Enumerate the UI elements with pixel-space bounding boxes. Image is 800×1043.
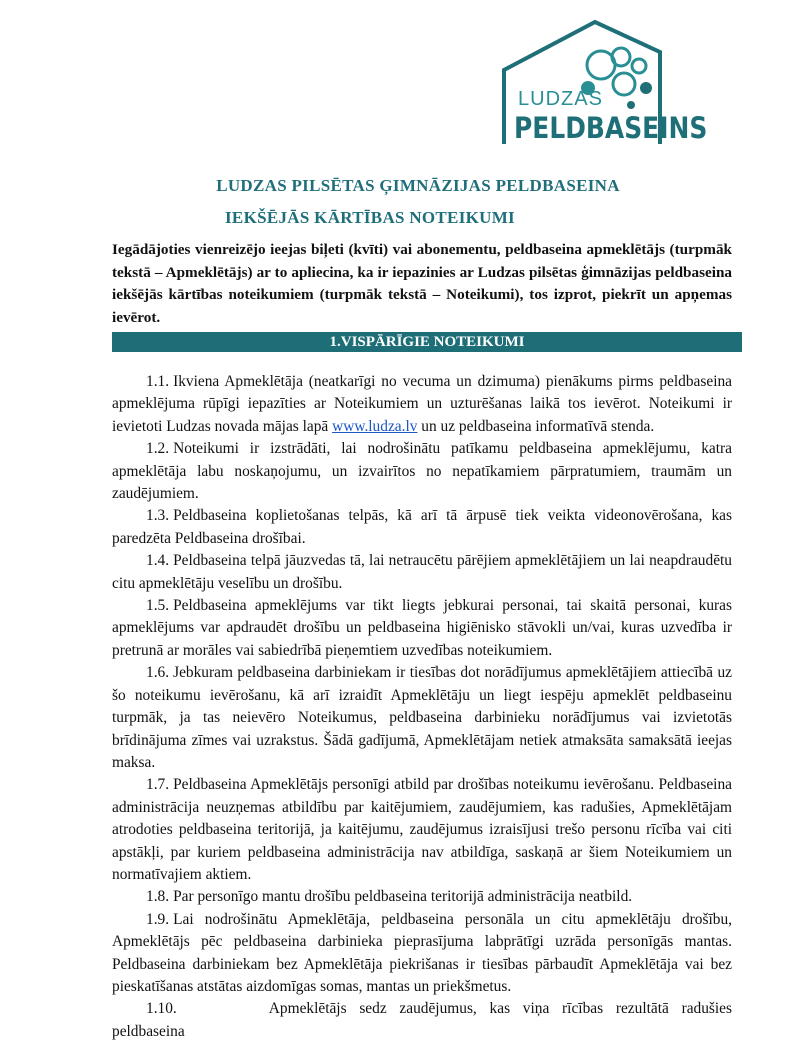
document-title-line2: IEKŠĒJĀS KĀRTĪBAS NOTEIKUMI [225, 208, 515, 227]
rule-number: 1.2. [146, 440, 170, 458]
rule-paragraph [112, 505, 732, 550]
rule-paragraph [112, 595, 732, 662]
rule-text: Peldbaseina koplietošanas telpās, kā arī tā ārpusē tiek veikta videonovērošana, kas paredzēta Peldbaseina drošībai. [112, 507, 732, 547]
rule-text: Peldbaseina apmeklējums var tikt liegts jebkurai personai, tai skaitā personai, kuras apmeklējums var apdraudēt drošību un peldbaseina higiēnisko stāvokli un/vai, kuras uzvedība ir pretrunā ar morāles vai sabiedrībā pieņemtiem uzvedības noteikumiem. [112, 597, 732, 659]
logo-text-ludzas: LUDZAS [518, 88, 603, 110]
rule-paragraph [112, 662, 732, 774]
rule-paragraph [112, 774, 732, 886]
website-link[interactable]: www.ludza.lv [332, 417, 418, 435]
rule-text: Peldbaseina telpā jāuzvedas tā, lai netraucētu pārējiem apmeklētājiem un lai neapdraudētu citu apmeklētāju veselību un drošību. [112, 552, 732, 592]
rule-number: 1.4. [146, 552, 170, 570]
rule-number: 1.8. [146, 888, 170, 906]
section-heading: 1.VISPĀRĪGIE NOTEIKUMI [112, 332, 742, 352]
logo-text-peldbaseins: PELDBASEINS [514, 111, 708, 145]
rule-number: 1.5. [146, 597, 170, 615]
rule-number: 1.9. [146, 910, 170, 928]
intro-paragraph: Iegādājoties vienreizējo ieejas biļeti (kvīti) vai abonementu, peldbaseina apmeklētājs (turpmāk tekstā – Apmeklētājs) ar to apliecina, ka ir iepazinies ar Ludzas pilsētas ģimnāzijas peldbaseina iekšējās kārtības noteikumiem (turpmāk tekstā – Noteikumi), tos izprot, piekrīt un apņemas ievērot. [112, 241, 732, 326]
rule-number: 1.7. [146, 776, 170, 794]
rule-paragraph [112, 371, 732, 438]
rule-number: 1.6. [146, 664, 170, 682]
rule-text: Ikviena Apmeklētāja (neatkarīgi no vecuma un dzimuma) pienākums pirms peldbaseina apmeklējuma rūpīgi iepazīties ar Noteikumiem un uzturēšanas laikā tos ievērot. Noteikumi ir ievietoti Ludzas novada mājas lapā [112, 373, 732, 435]
rule-paragraph [112, 886, 732, 908]
rule-paragraph [112, 998, 732, 1043]
document-title-line1: LUDZAS PILSĒTAS ĢIMNĀZIJAS PELDBASEINA [216, 176, 620, 195]
rule-text: Lai nodrošinātu Apmeklētāja, peldbaseina personāla un citu apmeklētāju drošību, Apmeklētājs pēc peldbaseina darbinieka pieprasījuma labprātīgi uzrāda personīgās mantas. Peldbaseina darbiniekam bez Apmeklētāja piekrišanas ir tiesības pārbaudīt Apmeklētāja vai bez pieskatīšanas atstātas aizdomīgas somas, mantas un priekšmetus. [112, 910, 732, 995]
rule-paragraph [112, 438, 732, 505]
rule-number: 1.1. [146, 373, 170, 390]
rule-paragraph [112, 550, 732, 595]
rule-paragraph [112, 909, 732, 999]
rule-text: Par personīgo mantu drošību peldbaseina teritorijā administrācija neatbild. [173, 888, 633, 906]
rule-number: 1.3. [146, 507, 170, 525]
rule-text: Apmeklētājs sedz zaudējumus, kas viņa rīcības rezultātā radušies peldbaseina [112, 1000, 732, 1040]
rules-list [112, 371, 732, 1043]
rule-text: un uz peldbaseina informatīvā stenda. [417, 417, 655, 435]
rule-text: Peldbaseina Apmeklētājs personīgi atbild par drošības noteikumu ievērošanu. Peldbaseina administrācija neuzņemas atbildību par kaitējumiem, zaudējumiem, kas radušies, Apmeklētājam atrodoties peldbaseina teritorijā, ja kaitējumu, zaudējumus izraisījusi trešo personu rīcība vai citi apstākļi, par kuriem peldbaseina administrācija nav atbildīga, saskaņā ar šiem Noteikumiem un normatīvajiem aktiem. [112, 776, 732, 883]
rule-text: Noteikumi ir izstrādāti, lai nodrošinātu patīkamu peldbaseina apmeklējumu, katra apmeklētāja labu noskaņojumu, un izvairītos no nepatīkamiem pārpratumiem, traumām un zaudējumiem. [112, 440, 732, 503]
rule-number: 1.10. [146, 1000, 177, 1018]
logo [500, 18, 708, 148]
rule-text: Jebkuram peldbaseina darbiniekam ir tiesības dot norādījumus apmeklētājiem attiecībā uz šo noteikumu ievērošanu, kā arī izraidīt Apmeklētāju un liegt iespēju apmeklēt peldbaseinu turpmāk, ja tas neievēro Noteikumus, peldbaseina darbinieku norādījumus vai izvietotās brīdinājuma zīmes vai uzrakstus. Šādā gadījumā, Apmeklētājam netiek atmaksāta samaksātā ieejas maksa. [112, 664, 732, 771]
